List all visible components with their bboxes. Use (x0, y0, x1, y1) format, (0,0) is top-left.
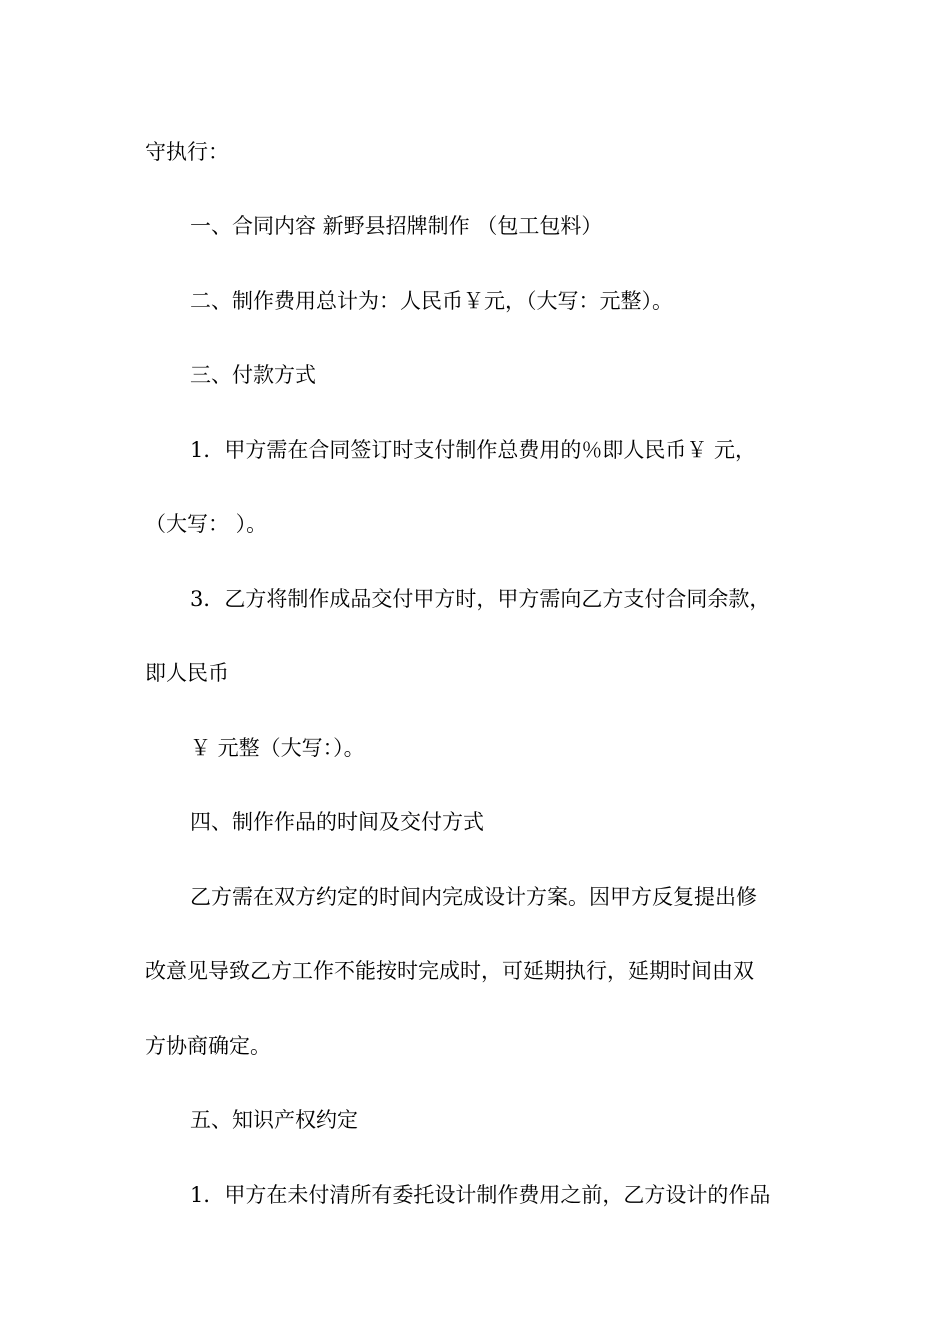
text-line-11: 乙方需在双方约定的时间内完成设计方案。因甲方反复提出修 (190, 885, 757, 909)
text-line-2: 一、合同内容 新野县招牌制作 （包工包料） (190, 214, 603, 238)
text-line-12: 改意见导致乙方工作不能按时完成时，可延期执行，延期时间由双 (145, 959, 754, 983)
text-line-7: 3．乙方将制作成品交付甲方时，甲方需向乙方支付合同余款， (190, 587, 771, 611)
text-line-3: 二、制作费用总计为：人民币￥元，（大写：元整）。 (190, 289, 673, 313)
text-line-15: 1．甲方在未付清所有委托设计制作费用之前，乙方设计的作品 (190, 1183, 771, 1207)
text-line-4: 三、付款方式 (190, 363, 316, 387)
text-line-5: 1．甲方需在合同签订时支付制作总费用的％即人民币￥ 元， (190, 438, 757, 462)
text-line-9: ￥ 元整（大写：）。 (190, 736, 365, 760)
text-line-8: 即人民币 (145, 661, 229, 685)
text-line-6: （大写： ）。 (145, 512, 268, 536)
text-line-14: 五、知识产权约定 (190, 1108, 358, 1132)
text-line-1: 守执行： (145, 140, 229, 164)
text-line-10: 四、制作作品的时间及交付方式 (190, 810, 484, 834)
text-line-13: 方协商确定。 (145, 1034, 271, 1058)
